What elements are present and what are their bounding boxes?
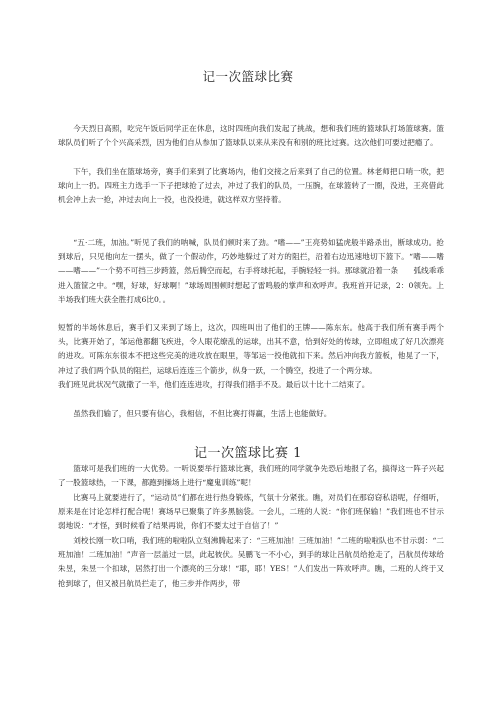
document-title: 记一次篮球比赛 [202,69,294,84]
paragraph-conclusion: 虽然我们输了，但只要有信心，我相信，不但比赛打得赢，生活上也能做好。 [73,409,332,418]
paragraph-intro: 今天烈日高照，吃完午饭后同学正在休息，这时四班向我们发起了挑战，想和我们班的篮球队打场篮球赛。篮球队员们听了个个兴高采烈，因为他们自从参加了篮球队以来从来没有和别的班比过赛。这次他们可要过把瘾了。 [58,124,444,148]
paragraph-first-half: 下午，我们坐在篮球场旁，赛手们来到了比赛场内，他们交接之后来到了自己的位置。林老师把口哨一吹，把球向上一扔。四班主力选手一下子把球抢了过去，冲过了我们的队员，一压腕，在球篮转了一圈，没进，王亮借此机会冲上去一抢，冲过去向上一投，也没投进，就这样双方坚持着。 [58,167,444,205]
paragraph-advantage: 篮球可是我们班的一大优势。一听说要举行篮球比赛，我们班的同学就争先恐后地报了名，搞得这一阵子兴起了一股篮球热，一下课，都跑到操场上进行“魔鬼训练”呢！ [58,464,444,488]
paragraph-result: 我们班见此状况气就撒了一半，他们连连进攻，打得我们措手不及。最后以十比十二结束了。 [58,380,370,389]
section-title: 记一次篮球比赛 1 [194,446,302,461]
paragraph-scoring: “五·二班，加油。”听见了我们的呐喊，队员们顿时来了劲。“嗜——”王亮势如猛虎般半路杀出，断球成功。抢到球后，只见他向左一摆头，做了一个假动作，巧妙地躲过了对方的阻拦，沿着右边迅速地切下篮下。“嗜——嗜——嗜——”一个势不可挡三步跨篮，然后腾空而起，右手将球托起，手腕轻轻一抖。那球就沿着一条 弧线乖乖进入篮筐之中。“嘿，好球，好球啊！”球场周围顿时想起了雷鸣般的掌声和欢呼声。我班首开记录，2：0领先。上半场我们班大获全胜打成6比0．。 [58,238,444,304]
paragraph-second-half: 短暂的半场休息后，赛手们又来到了场上，这次，四班叫出了他们的王牌——陈东东。他高于我们所有赛手两个头，比赛开始了，邹运他都翻飞疾进，令人眼花缭乱的运球，出其不意，恰到好处的传球，立即组成了好几次漂亮的进攻。可陈东东很本不把这些完美的进攻放在眼里，等邹运一投他就扣下来。然后冲向我方篮板，他晃了一下，冲过了我们两个队员的阻拦，运球后连连三个箭步，纵身一跃，一个腾空，投进了一个两分球。 [58,323,444,375]
paragraph-warmup: 比赛马上就要进行了，“运动员”们都在进行热身锻炼，气氛十分紧张。瞧，对员们在那窃窃私语呢，仔细听，原来是在讨论怎样打配合呢！赛场早已聚集了许多黑脑袋。一会儿，二班的人说：“你们班保输！”我们班也不甘示弱地说：“才怪，到时候看了结果再说，你们不要太过于自信了！” [58,493,444,531]
paragraph-game-start: 刘校长刚一吹口哨，我们班的啦啦队立刻沸腾起来了：“三班加油！三班加油！”二班的啦啦队也不甘示弱：“二班加油！二班加油！”声音一层盖过一层，此起彼伏。吴鹏飞一不小心，到手的球让吕航员给抢走了，吕航员传球给朱昱，朱昱一个扣球，居然打出一个漂亮的三分球！“耶，耶！YES！”人们发出一阵欢呼声。瞧，二班的人终于又抢到球了，但又被吕航员拦走了，他三步并作两步，带 [58,536,444,588]
